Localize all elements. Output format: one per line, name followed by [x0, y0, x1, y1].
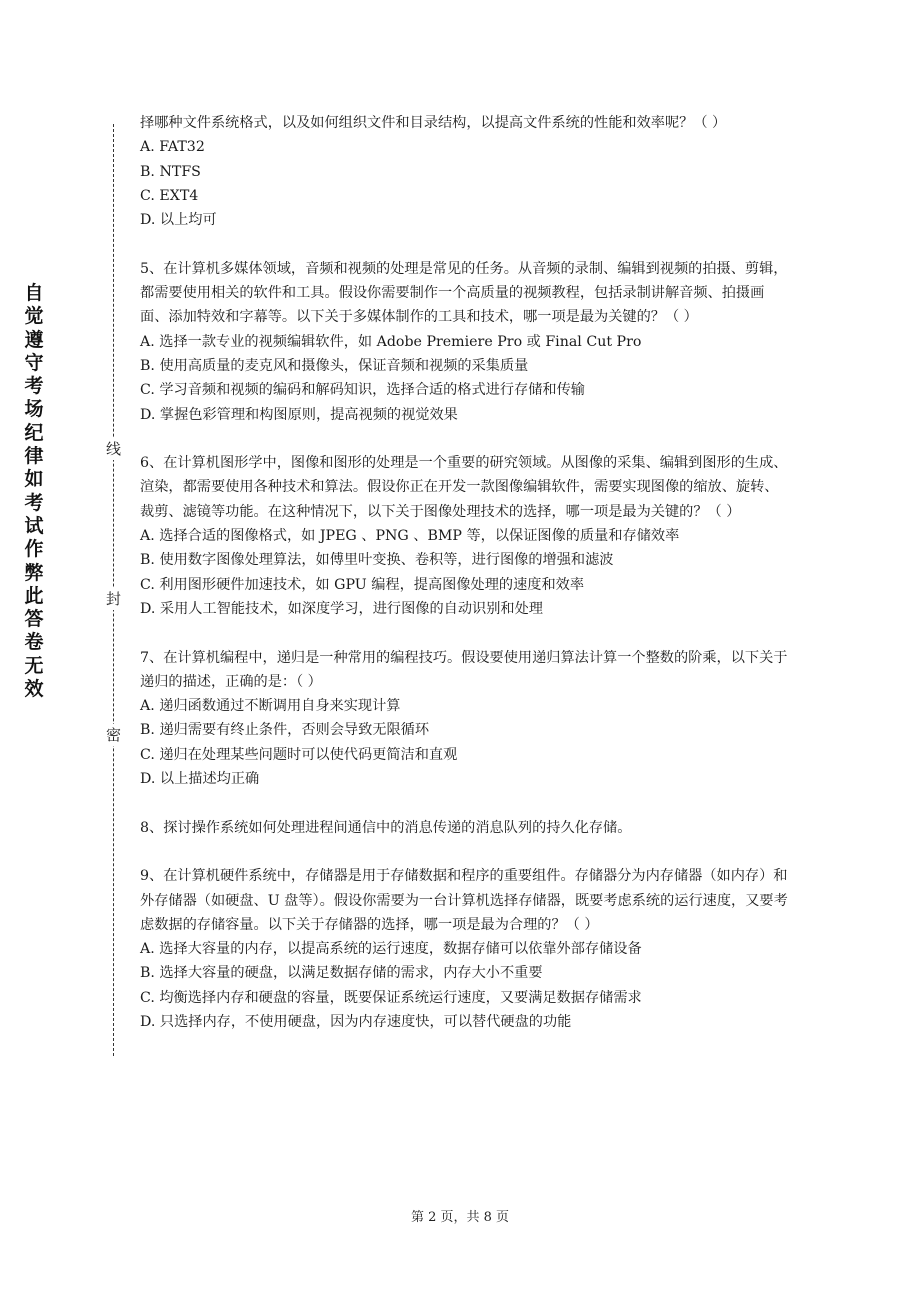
option-d: D. 以上均可 [140, 212, 217, 229]
side-note-char: 作 [24, 538, 44, 561]
option-c: C. 均衡选择内存和硬盘的容量，既要保证系统运行速度，又要满足数据存储需求 [140, 989, 642, 1006]
option-a: A. 选择一款专业的视频编辑软件，如 Adobe Premiere Pro 或 Final Cut Pro [140, 333, 642, 350]
side-note-char: 自 [24, 282, 44, 304]
side-note-char: 试 [24, 514, 44, 537]
option-c: C. 学习音频和视频的编码和解码知识，选择合适的格式进行存储和传输 [140, 382, 585, 399]
option-b: B. 使用高质量的麦克风和摄像头，保证音频和视频的采集质量 [140, 357, 529, 374]
side-note-char: 效 [24, 678, 44, 701]
binding-mark-feng: 封 [103, 588, 124, 610]
option-a: A. 选择合适的图像格式，如 JPEG 、PNG 、BMP 等，以保证图像的质量和存储效率 [140, 528, 680, 545]
option-c: C. EXT4 [140, 187, 199, 204]
question-stem: 5、在计算机多媒体领域，音频和视频的处理是常见的任务。从音频的录制、编辑到视频的拍摄、剪辑，都需要使用相关的软件和工具。假设你需要制作一个高质量的视频教程，包括录制讲解音频、拍摄画面、添加特效和字幕等。以下关于多媒体制作的工具和技术，哪一项是最为关键的？（ ） [140, 260, 788, 326]
binding-mark-mi: 密 [103, 724, 124, 746]
question-stem: 8、探讨操作系统如何处理进程间通信中的消息传递的消息队列的持久化存储。 [140, 819, 632, 836]
side-note-char: 遵 [24, 328, 44, 351]
question-list [140, 111, 790, 1034]
side-note-char: 无 [24, 654, 44, 677]
option-d: D. 只选择内存，不使用硬盘，因为内存速度快，可以替代硬盘的功能 [140, 1013, 572, 1030]
side-note-char: 考 [24, 375, 44, 398]
option-b: B. 使用数字图像处理算法，如傅里叶变换、卷积等，进行图像的增强和滤波 [140, 552, 614, 569]
option-c: C. 利用图形硬件加速技术，如 GPU 编程，提高图像处理的速度和效率 [140, 576, 585, 593]
side-note-char: 觉 [24, 305, 44, 328]
option-b: B. 选择大容量的硬盘，以满足数据存储的需求，内存大小不重要 [140, 965, 543, 982]
side-note-char: 卷 [24, 631, 44, 654]
side-note-char: 场 [24, 398, 44, 421]
option-a: A. 递归函数通过不断调用自身来实现计算 [140, 698, 401, 715]
question-9 [140, 864, 790, 1034]
side-note-char: 弊 [24, 561, 44, 584]
question-stem: 9、在计算机硬件系统中，存储器是用于存储数据和程序的重要组件。存储器分为内存储器（如内存）和外存储器（如硬盘、U 盘等）。假设你需要为一台计算机选择存储器，既要考虑系统的运行速度，又要考虑数据的存储容量。以下关于存储器的选择，哪一项是最为合理的？（ ） [140, 868, 788, 933]
question-7 [140, 646, 790, 792]
option-d: D. 以上描述均正确 [140, 771, 260, 788]
page-number-footer: 第 2 页，共 8 页 [410, 1210, 510, 1225]
option-d: D. 采用人工智能技术，如深度学习，进行图像的自动识别和处理 [140, 600, 543, 617]
exam-discipline-note [20, 282, 48, 701]
option-b: B. NTFS [140, 163, 201, 180]
question-stem: 6、在计算机图形学中，图像和图形的处理是一个重要的研究领域。从图像的采集、编辑到图形的生成、渲染，都需要使用各种技术和算法。假设你正在开发一款图像编辑软件，需要实现图像的缩放、旋转、裁剪、滤镜等功能。在这种情况下，以下关于图像处理技术的选择，哪一项是最为关键的？（ ） [140, 455, 788, 520]
option-c: C. 递归在处理某些问题时可以使代码更简洁和直观 [140, 746, 458, 763]
side-note-char: 律 [24, 445, 44, 468]
option-b: B. 递归需要有终止条件，否则会导致无限循环 [140, 722, 430, 739]
side-note-char: 如 [24, 468, 44, 491]
question-4 [140, 111, 790, 232]
side-note-char: 守 [24, 351, 44, 374]
side-note-char: 此 [24, 584, 44, 607]
option-d: D. 掌握色彩管理和构图原则，提高视频的视觉效果 [140, 406, 458, 423]
side-note-char: 答 [24, 608, 44, 631]
question-6 [140, 451, 790, 621]
question-stem: 择哪种文件系统格式，以及如何组织文件和目录结构，以提高文件系统的性能和效率呢？（ ） [140, 115, 727, 131]
option-a: A. FAT32 [140, 139, 205, 156]
side-note-char: 纪 [24, 421, 44, 444]
binding-mark-xian: 线 [103, 438, 124, 460]
question-8 [140, 816, 790, 840]
side-note-char: 考 [24, 491, 44, 514]
question-stem: 7、在计算机编程中，递归是一种常用的编程技巧。假设要使用递归算法计算一个整数的阶乘，以下关于递归的描述，正确的是：（ ） [140, 649, 788, 690]
question-5 [140, 257, 790, 427]
option-a: A. 选择大容量的内存，以提高系统的运行速度，数据存储可以依靠外部存储设备 [140, 941, 642, 958]
